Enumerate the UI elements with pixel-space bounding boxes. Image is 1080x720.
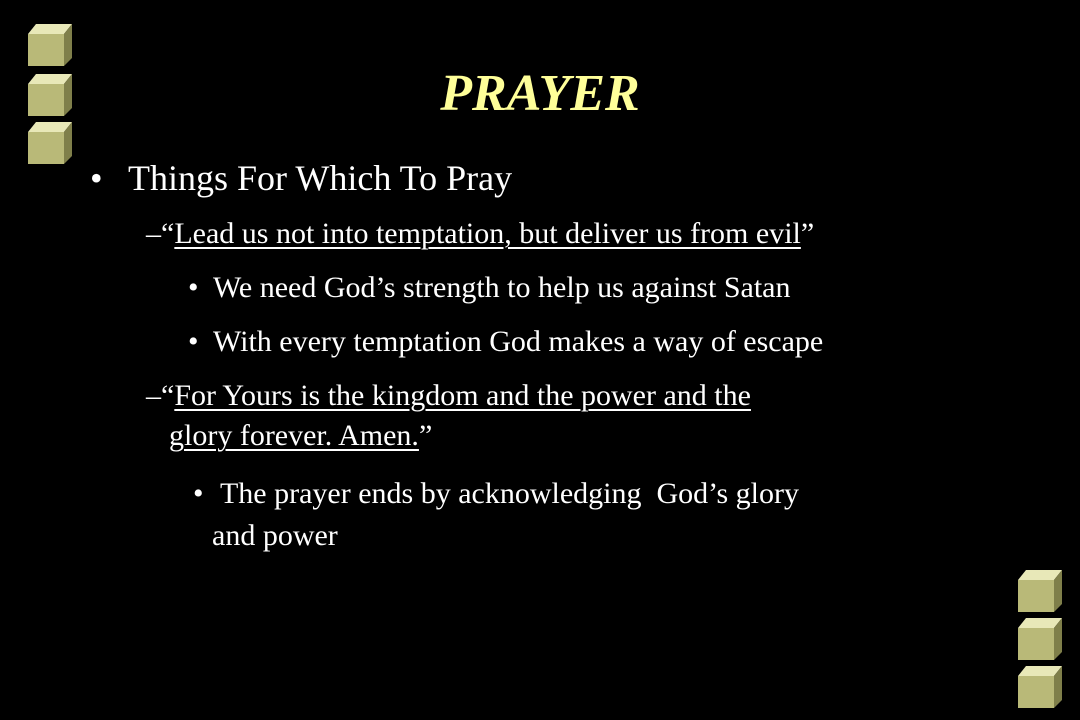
bullet-text: Things For Which To Pray — [128, 158, 513, 198]
cube-icon — [24, 20, 72, 68]
quote-text: Lead us not into temptation, but deliver us from evil — [174, 217, 801, 250]
quote-line-continued — [169, 418, 432, 454]
bullet-text-continued: and power — [212, 519, 338, 552]
close-quote: ” — [418, 419, 433, 452]
open-quote: “ — [161, 379, 175, 412]
bullet-text: We need God’s strength to help us against Satan — [213, 271, 791, 304]
bullet-marker: • — [90, 158, 103, 198]
open-quote: “ — [161, 217, 175, 250]
quote-text: For Yours is the kingdom and the power and the — [174, 379, 751, 412]
bullet-text: The prayer ends by acknowledging God’s glory — [213, 477, 799, 510]
dash-marker: – — [146, 217, 161, 250]
bullet-marker: • — [188, 325, 199, 358]
quote-line — [146, 378, 751, 414]
slide-title: PRAYER — [440, 65, 640, 122]
bullet-marker: • — [193, 477, 204, 510]
cube-icon — [1014, 662, 1062, 710]
quote-line — [146, 216, 814, 252]
quote-text: glory forever. Amen. — [169, 419, 419, 452]
close-quote: ” — [800, 217, 815, 250]
cube-icon — [1014, 566, 1062, 614]
bullet-marker: • — [188, 271, 199, 304]
dash-marker: – — [146, 379, 161, 412]
cube-icon — [1014, 614, 1062, 662]
bullet-text: With every temptation God makes a way of escape — [213, 325, 824, 358]
